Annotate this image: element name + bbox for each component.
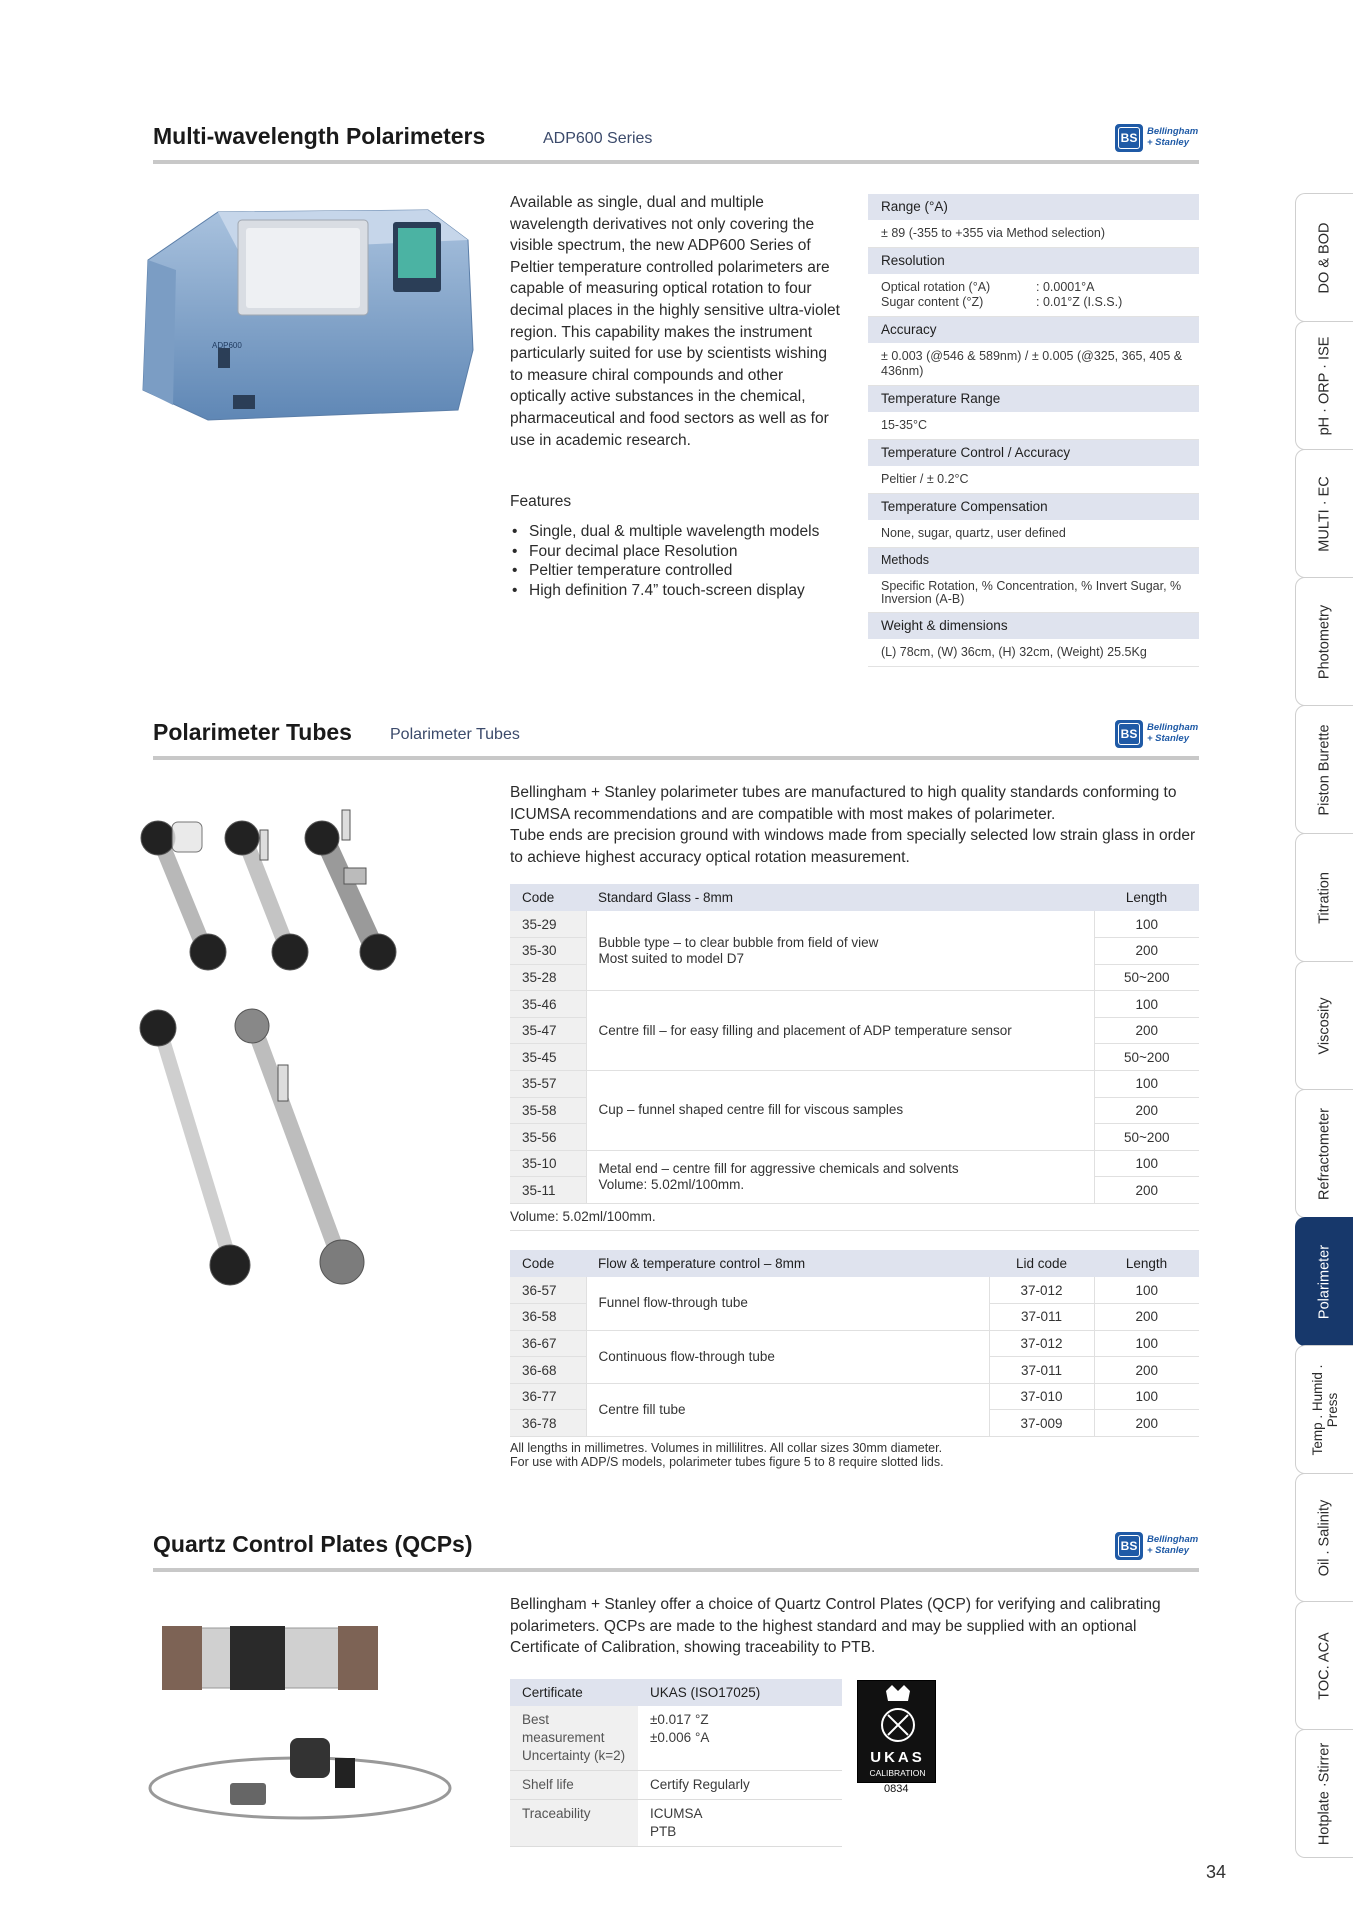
features-title: Features xyxy=(510,493,572,510)
logo-mark: BS xyxy=(1118,127,1140,149)
table-row xyxy=(510,1277,1199,1304)
qcp-header xyxy=(153,1530,1199,1572)
tab-label: Titration xyxy=(1316,871,1332,924)
code-cell: 35-58 xyxy=(510,1097,586,1124)
code-cell: 36-78 xyxy=(510,1410,586,1437)
tab-temp-humid-press[interactable] xyxy=(1295,1345,1353,1474)
features-list xyxy=(510,522,840,600)
spec-temp-range-label: Temperature Range xyxy=(868,386,1199,412)
resolution-sugar-key: Sugar content (°Z) xyxy=(881,295,984,309)
table-row xyxy=(510,1706,842,1771)
svg-text:ADP600: ADP600 xyxy=(212,341,242,350)
lid-code-cell: 37-012 xyxy=(989,1277,1094,1304)
spec-accuracy-label: Accuracy xyxy=(868,317,1199,343)
code-cell: 35-47 xyxy=(510,1017,586,1044)
tab-do-bod[interactable] xyxy=(1295,193,1353,322)
length-cell: 100 xyxy=(1094,1150,1199,1177)
tab-ph-orp-ise[interactable] xyxy=(1295,321,1353,450)
col-header-ukas: UKAS (ISO17025) xyxy=(638,1679,842,1706)
row-key: Best measurement Uncertainty (k=2) xyxy=(510,1706,638,1771)
col-header-lid-code: Lid code xyxy=(989,1250,1094,1277)
length-cell: 200 xyxy=(1094,1177,1199,1204)
polarimeter-tubes-image xyxy=(130,800,460,1310)
resolution-sugar-val: : 0.01°Z (I.S.S.) xyxy=(1036,295,1123,309)
tab-label: Hotplate ·Stirrer xyxy=(1316,1742,1332,1845)
section-subtitle: Polarimeter Tubes xyxy=(390,726,520,743)
standard-glass-table xyxy=(510,884,1199,1231)
table-row xyxy=(510,1800,842,1847)
feature-item: • Single, dual & multiple wavelength models xyxy=(510,522,840,542)
code-cell: 35-46 xyxy=(510,991,586,1018)
qcp-description: Bellingham + Stanley offer a choice of Quartz Control Plates (QCP) for verifying and calibrating polarimeters. QCPs are made to the highest standard and may be supplied with an optional Certificate of Calibration, showing traceability to PTB. xyxy=(510,1596,1161,1657)
polarimeters-description: Available as single, dual and multiple wavelength derivatives not only covering the visible spectrum, the new ADP600 Series of Peltier temperature controlled polarimeters are capable of measuring optical rotation to four decimal places in the highly sensitive ultra-violet region. This capability makes the instrument particularly suited for use by scientists wishing to measure chiral compounds and other optically active substances in the chemical, pharmaceutical and food sectors as well as for use in academic research. xyxy=(510,194,840,449)
logo-line2: + Stanley xyxy=(1147,1545,1189,1556)
code-cell: 36-77 xyxy=(510,1383,586,1410)
row-key: Traceability xyxy=(510,1800,638,1847)
code-cell: 35-10 xyxy=(510,1150,586,1177)
spec-resolution-label: Resolution xyxy=(868,248,1199,274)
code-cell: 35-11 xyxy=(510,1177,586,1204)
description-cell: Funnel flow-through tube xyxy=(586,1277,989,1330)
feature-item: • High definition 7.4” touch-screen display xyxy=(510,581,840,601)
spec-methods-label: Methods xyxy=(868,548,1199,574)
code-cell: 36-57 xyxy=(510,1277,586,1304)
flow-control-table xyxy=(510,1250,1199,1437)
lid-code-cell: 37-010 xyxy=(989,1383,1094,1410)
length-cell: 50~200 xyxy=(1094,964,1199,991)
length-cell: 50~200 xyxy=(1094,1124,1199,1151)
ukas-number: 0834 xyxy=(884,1783,909,1795)
code-cell: 36-58 xyxy=(510,1304,586,1331)
lid-code-cell: 37-011 xyxy=(989,1304,1094,1331)
lid-code-cell: 37-009 xyxy=(989,1410,1094,1437)
length-cell: 200 xyxy=(1094,1097,1199,1124)
col-header-description: Flow & temperature control – 8mm xyxy=(586,1250,989,1277)
length-cell: 200 xyxy=(1094,1357,1199,1384)
description-cell: Metal end – centre fill for aggressive chemicals and solvents Volume: 5.02ml/100mm. xyxy=(586,1150,1094,1203)
tab-multi-ec[interactable] xyxy=(1295,449,1353,578)
section-title: Quartz Control Plates (QCPs) xyxy=(153,1531,473,1557)
code-cell: 35-29 xyxy=(510,911,586,938)
page-number: 34 xyxy=(1206,1862,1227,1882)
bellingham-stanley-logo xyxy=(1115,1532,1199,1560)
specifications-table xyxy=(868,194,1199,667)
tab-label: Oil . Salinity xyxy=(1316,1499,1332,1576)
description-cell: Centre fill – for easy filling and placement of ADP temperature sensor xyxy=(586,991,1094,1071)
row-key: Shelf life xyxy=(510,1771,638,1800)
logo-line2: + Stanley xyxy=(1147,733,1189,744)
logo-line2: + Stanley xyxy=(1147,137,1189,148)
tab-label: Photometry xyxy=(1316,604,1332,679)
code-cell: 35-30 xyxy=(510,938,586,965)
tubes-description-2: Tube ends are precision ground with windows made from specially selected low strain glass in order to achieve highest accuracy optical rotation measurement. xyxy=(510,827,1196,866)
table-row xyxy=(510,1150,1199,1177)
length-cell: 100 xyxy=(1094,991,1199,1018)
section-title: Multi-wavelength Polarimeters xyxy=(153,123,486,149)
length-cell: 100 xyxy=(1094,911,1199,938)
tab-hotplate-stirrer[interactable] xyxy=(1295,1729,1353,1858)
length-cell: 100 xyxy=(1094,1071,1199,1098)
code-cell: 35-57 xyxy=(510,1071,586,1098)
spec-temp-comp-value: None, sugar, quartz, user defined xyxy=(868,520,1199,548)
tab-label: Temp . Humid . Press xyxy=(1309,1364,1340,1455)
bellingham-stanley-logo xyxy=(1115,720,1199,748)
code-cell: 35-28 xyxy=(510,964,586,991)
tab-label: DO & BOD xyxy=(1316,222,1332,293)
feature-item: • Peltier temperature controlled xyxy=(510,561,840,581)
lid-code-cell: 37-011 xyxy=(989,1357,1094,1384)
table-footer-row xyxy=(510,1204,1199,1231)
description-cell: Centre fill tube xyxy=(586,1383,989,1436)
tab-titration[interactable] xyxy=(1295,833,1353,962)
section-title: Polarimeter Tubes xyxy=(153,719,352,745)
spec-range-label: Range (°A) xyxy=(868,194,1199,220)
resolution-optical-val: : 0.0001°A xyxy=(1036,280,1095,294)
tubes-header xyxy=(153,718,1199,760)
quartz-control-plate-image xyxy=(140,1608,470,1838)
logo-line1: Bellingham xyxy=(1147,126,1199,137)
logo-line1: Bellingham xyxy=(1147,1534,1199,1545)
resolution-optical-key: Optical rotation (°A) xyxy=(881,280,991,294)
tab-label: MULTI · EC xyxy=(1316,475,1332,552)
spec-temp-range-value: 15-35°C xyxy=(868,412,1199,440)
tubes-description-1: Bellingham + Stanley polarimeter tubes are manufactured to high quality standards conforming to ICUMSA recommendations and are compatible with most makes of polarimeter. xyxy=(510,784,1177,823)
row-value: Certify Regularly xyxy=(638,1771,842,1800)
length-cell: 200 xyxy=(1094,938,1199,965)
spec-temp-control-label: Temperature Control / Accuracy xyxy=(868,440,1199,466)
code-cell: 35-45 xyxy=(510,1044,586,1071)
col-header-length: Length xyxy=(1094,884,1199,911)
lid-code-cell: 37-012 xyxy=(989,1330,1094,1357)
col-header-code: Code xyxy=(510,1250,586,1277)
spec-weight-label: Weight & dimensions xyxy=(868,613,1199,639)
tab-label: Refractometer xyxy=(1316,1107,1332,1200)
tab-photometry[interactable] xyxy=(1295,577,1353,706)
table-row xyxy=(510,991,1199,1018)
section-subtitle: ADP600 Series xyxy=(543,130,653,147)
tab-label: Piston Burette xyxy=(1316,723,1332,816)
tubes-note-1: All lengths in millimetres. Volumes in millilitres. All collar sizes 30mm diameter. xyxy=(510,1441,943,1455)
spec-weight-value: (L) 78cm, (W) 36cm, (H) 32cm, (Weight) 25.5Kg xyxy=(868,639,1199,667)
certificate-table xyxy=(510,1679,842,1847)
spec-methods-value: Specific Rotation, % Concentration, % Invert Sugar, % Inversion (A-B) xyxy=(868,574,1199,613)
tab-toc-aca[interactable] xyxy=(1295,1601,1353,1730)
table-row xyxy=(510,911,1199,938)
tab-label: Viscosity xyxy=(1316,997,1332,1054)
col-header-certificate: Certificate xyxy=(510,1679,638,1706)
ukas-sub: CALIBRATION xyxy=(869,1768,926,1778)
table-footer: Volume: 5.02ml/100mm. xyxy=(510,1204,1199,1231)
length-cell: 50~200 xyxy=(1094,1044,1199,1071)
tab-label: pH · ORP · ISE xyxy=(1316,336,1332,435)
tab-viscosity[interactable] xyxy=(1295,961,1353,1090)
length-cell: 100 xyxy=(1094,1330,1199,1357)
code-cell: 36-67 xyxy=(510,1330,586,1357)
col-header-description: Standard Glass - 8mm xyxy=(586,884,1094,911)
tab-refractometer[interactable] xyxy=(1295,1089,1353,1218)
row-value: ICUMSA PTB xyxy=(638,1800,842,1847)
length-cell: 200 xyxy=(1094,1304,1199,1331)
table-row xyxy=(510,1071,1199,1098)
feature-item: • Four decimal place Resolution xyxy=(510,542,840,562)
col-header-code: Code xyxy=(510,884,586,911)
col-header-length: Length xyxy=(1094,1250,1199,1277)
table-row xyxy=(510,1330,1199,1357)
table-row xyxy=(510,1383,1199,1410)
logo-line1: Bellingham xyxy=(1147,722,1199,733)
length-cell: 200 xyxy=(1094,1410,1199,1437)
table-row xyxy=(510,1771,842,1800)
length-cell: 200 xyxy=(1094,1017,1199,1044)
tubes-note-2: For use with ADP/S models, polarimeter tubes figure 5 to 8 require slotted lids. xyxy=(510,1455,944,1469)
spec-temp-control-value: Peltier / ± 0.2°C xyxy=(868,466,1199,494)
tab-oil-salinity[interactable] xyxy=(1295,1473,1353,1602)
spec-resolution-value xyxy=(868,274,1199,317)
polarimeters-header xyxy=(153,122,1199,164)
tab-label: Polarimeter xyxy=(1316,1244,1332,1319)
tab-label: TOC. ACA xyxy=(1316,1631,1332,1700)
polarimeter-device-image xyxy=(128,200,478,425)
spec-accuracy-value: ± 0.003 (@546 & 589nm) / ± 0.005 (@325, 365, 405 & 436nm) xyxy=(868,343,1199,386)
code-cell: 36-68 xyxy=(510,1357,586,1384)
row-value: ±0.017 °Z ±0.006 °A xyxy=(638,1706,842,1771)
logo-mark: BS xyxy=(1118,1535,1140,1557)
ukas-calibration-logo xyxy=(857,1680,936,1783)
length-cell: 100 xyxy=(1094,1383,1199,1410)
tab-polarimeter[interactable] xyxy=(1295,1217,1353,1346)
logo-mark: BS xyxy=(1118,723,1140,745)
description-cell: Continuous flow-through tube xyxy=(586,1330,989,1383)
description-cell: Bubble type – to clear bubble from field of view Most suited to model D7 xyxy=(586,911,1094,991)
ukas-text: UKAS xyxy=(870,1749,925,1766)
bellingham-stanley-logo xyxy=(1115,124,1199,152)
code-cell: 35-56 xyxy=(510,1124,586,1151)
description-cell: Cup – funnel shaped centre fill for viscous samples xyxy=(586,1071,1094,1151)
spec-temp-comp-label: Temperature Compensation xyxy=(868,494,1199,520)
tab-piston-burette[interactable] xyxy=(1295,705,1353,834)
length-cell: 100 xyxy=(1094,1277,1199,1304)
spec-range-value: ± 89 (-355 to +355 via Method selection) xyxy=(868,220,1199,248)
